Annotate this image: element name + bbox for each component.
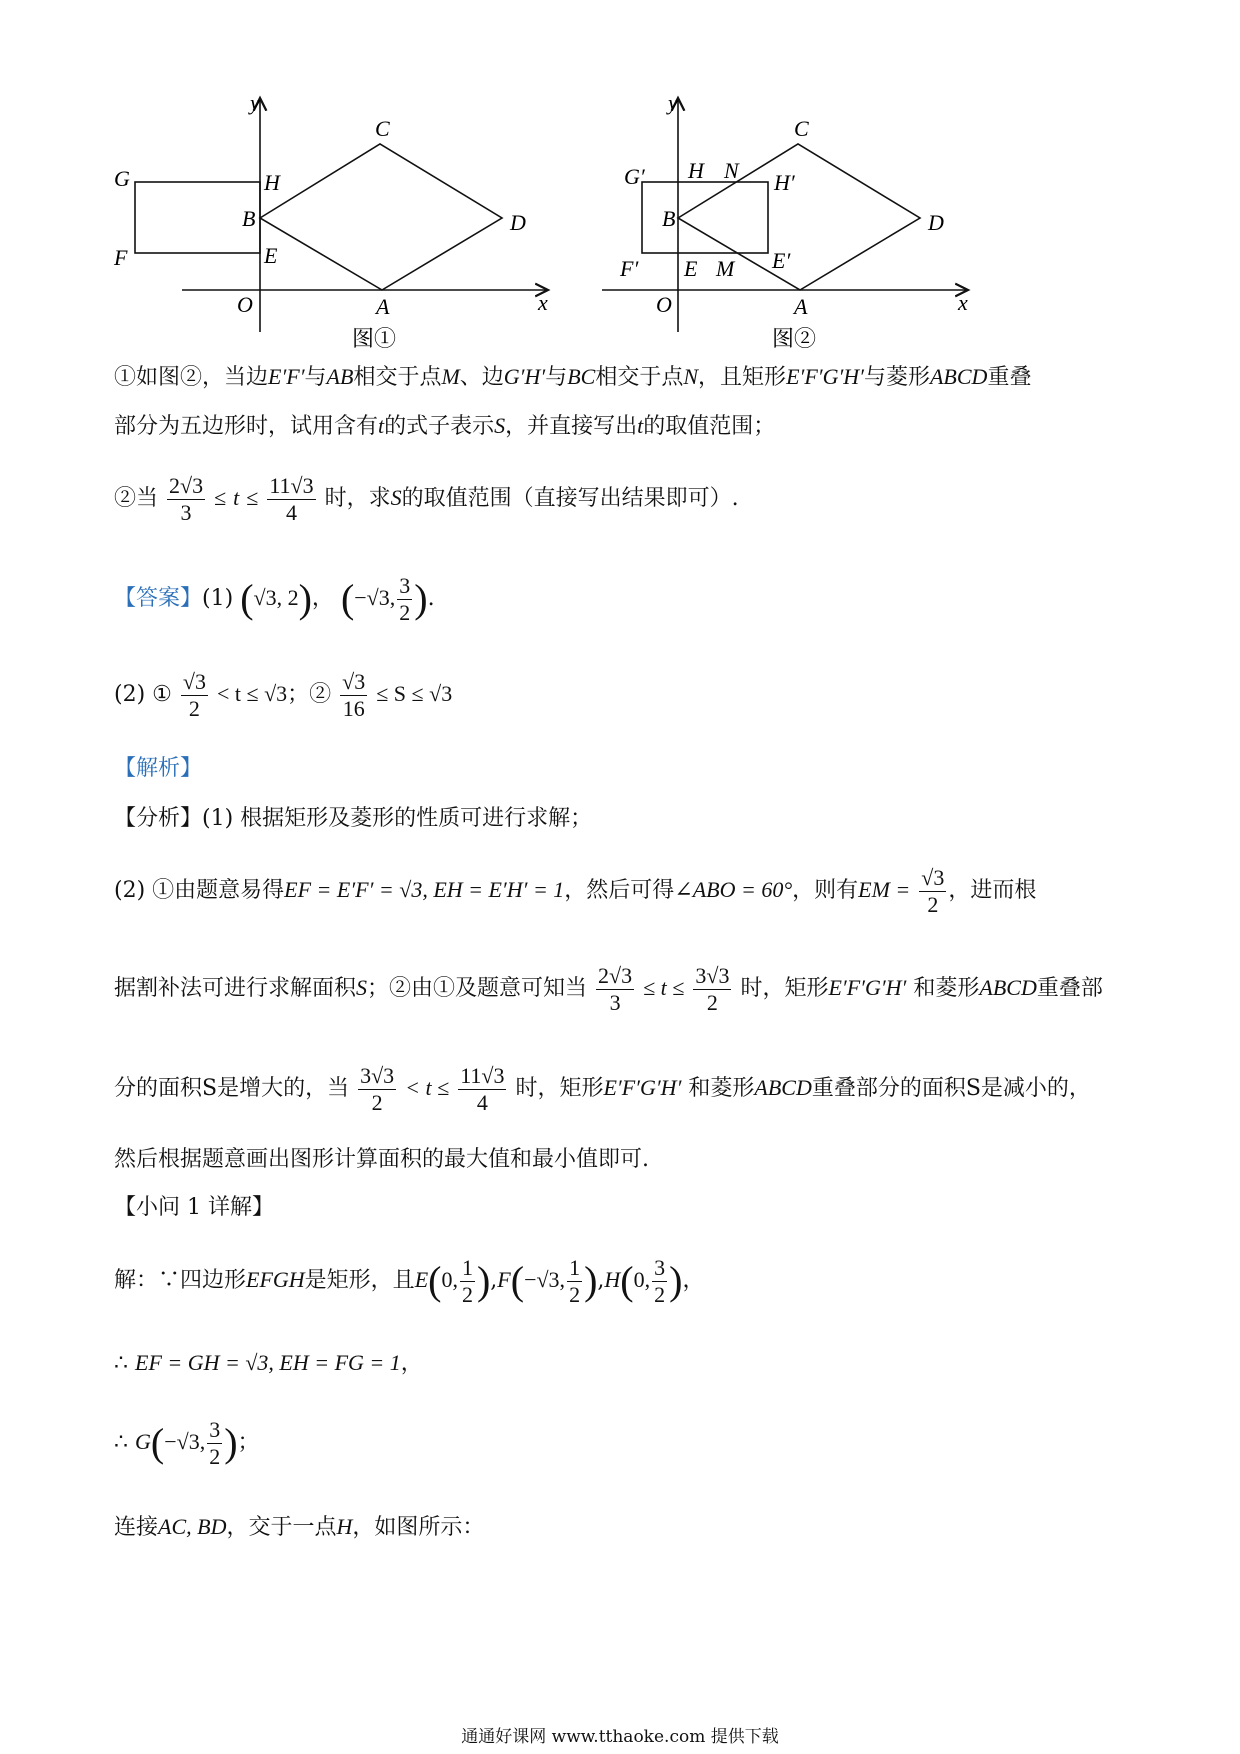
svg-text:y: y [250,90,260,115]
svg-text:E′: E′ [772,248,791,273]
fraction: $\frac{2√3}{3}$ [598,962,633,1015]
svg-text:B: B [662,206,676,231]
analysis-line-3: 据割补法可进行求解面积S；②由①及题意可知当 $\frac{2√3}{3}$ ≤ t ≤ $\frac{3√3}{2}$ 时，矩形E′F′G′H′ 和菱形ABCD重叠部 [114,962,1103,1015]
figure-1 [100,80,580,360]
svg-text:C: C [794,116,809,141]
svg-text:B: B [242,206,256,231]
fraction: $\frac{3}{2}$ [209,1416,221,1469]
solution-line-4: 连接AC, BD，交于一点H，如图所示： [114,1514,485,1540]
fraction: $\frac{2√3}{3}$ [169,472,204,525]
subq-heading: 【小问 1 详解】 [114,1195,274,1220]
svg-text:A: A [794,294,808,319]
fraction: $\frac{11√3}{4}$ [269,472,314,525]
figure-2 [594,80,994,360]
svg-text:D: D [510,210,526,235]
solution-line-3: ∴ G(−√3, $\frac{3}{2}$ )； [114,1416,260,1469]
fraction: $\frac{3√3}{2}$ [360,1062,395,1115]
svg-text:F: F [114,245,128,270]
svg-text:y: y [668,90,678,115]
svg-text:E: E [264,243,278,268]
svg-text:D: D [928,210,944,235]
footer: 通通好课网 www.tthaoke.com 提供下载 [461,1727,779,1747]
svg-text:F′: F′ [620,256,639,281]
analysis-line-4: 分的面积S是增大的，当 $\frac{3√3}{2}$ < t ≤ $\frac{11√3}{4}$ 时，矩形E′F′G′H′ 和菱形ABCD重叠部分的面积S是减小的， [114,1062,1091,1115]
fraction: $\frac{1}{2}$ [569,1254,581,1307]
fraction: $\frac{√3}{2}$ [921,864,945,917]
svg-text:G: G [114,166,130,191]
fraction: $\frac{11√3}{4}$ [460,1062,505,1115]
jiexi-heading: 【解析】 [114,756,203,781]
analysis-line: 【分析】(1) 根据矩形及菱形的性质可进行求解； [114,806,593,831]
answer-line-1: 【答案】(1) (√3, 2)， (−√3, $\frac{3}{2}$ ). [114,572,435,625]
answer-line-2: (2) ① $\frac{√3}{2}$ < t ≤ √3；② $\frac{√3}{16}$ ≤ S ≤ √3 [114,668,453,721]
fraction: $\frac{3}{2}$ [399,572,411,625]
question-line-3: ②当 $\frac{2√3}{3}$ ≤ t ≤ $\frac{11√3}{4}$ 时，求S的取值范围（直接写出结果即可）. [114,472,739,525]
svg-text:G′: G′ [624,164,645,189]
analysis-line-2: (2) ①由题意易得EF = E′F′ = √3, EH = E′H′ = 1，然后可得∠ABO = 60°，则有EM = $\frac{√3}{2}$ ，进而根 [114,864,1037,917]
svg-text:N: N [724,158,739,183]
fraction: $\frac{3√3}{2}$ [695,962,730,1015]
fraction: $\frac{√3}{16}$ [342,668,366,721]
svg-text:O: O [656,292,672,317]
svg-text:H: H [688,158,704,183]
svg-text:M: M [716,256,735,281]
question-line-2: 部分为五边形时，试用含有t的式子表示S，并直接写出t的取值范围； [114,413,776,439]
fraction: $\frac{3}{2}$ [654,1254,666,1307]
solution-line-1: 解：∵四边形EFGH是矩形，且E(0, $\frac{1}{2}$ ),F(−√3, $\frac{1}{2}$ ),H(0, $\frac{3}{2}$ )， [114,1254,705,1307]
svg-text:C: C [375,116,390,141]
question-line-1: ①如图②，当边E′F′与AB相交于点M、边G′H′与BC相交于点N，且矩形E′F′G′H′与菱形ABCD重叠 [114,364,1032,390]
fraction: $\frac{1}{2}$ [461,1254,473,1307]
analysis-line-5: 然后根据题意画出图形计算面积的最大值和最小值即可. [114,1147,649,1172]
svg-text:图①: 图① [352,326,397,351]
svg-text:x: x [538,290,548,315]
svg-text:E: E [684,256,698,281]
svg-text:O: O [237,292,253,317]
svg-text:H: H [264,170,280,195]
svg-text:H′: H′ [774,170,795,195]
svg-text:x: x [958,290,968,315]
fraction: $\frac{√3}{2}$ [182,668,206,721]
svg-text:图②: 图② [772,326,817,351]
svg-text:A: A [376,294,390,319]
solution-line-2: ∴ EF = GH = √3, EH = FG = 1， [114,1350,423,1376]
